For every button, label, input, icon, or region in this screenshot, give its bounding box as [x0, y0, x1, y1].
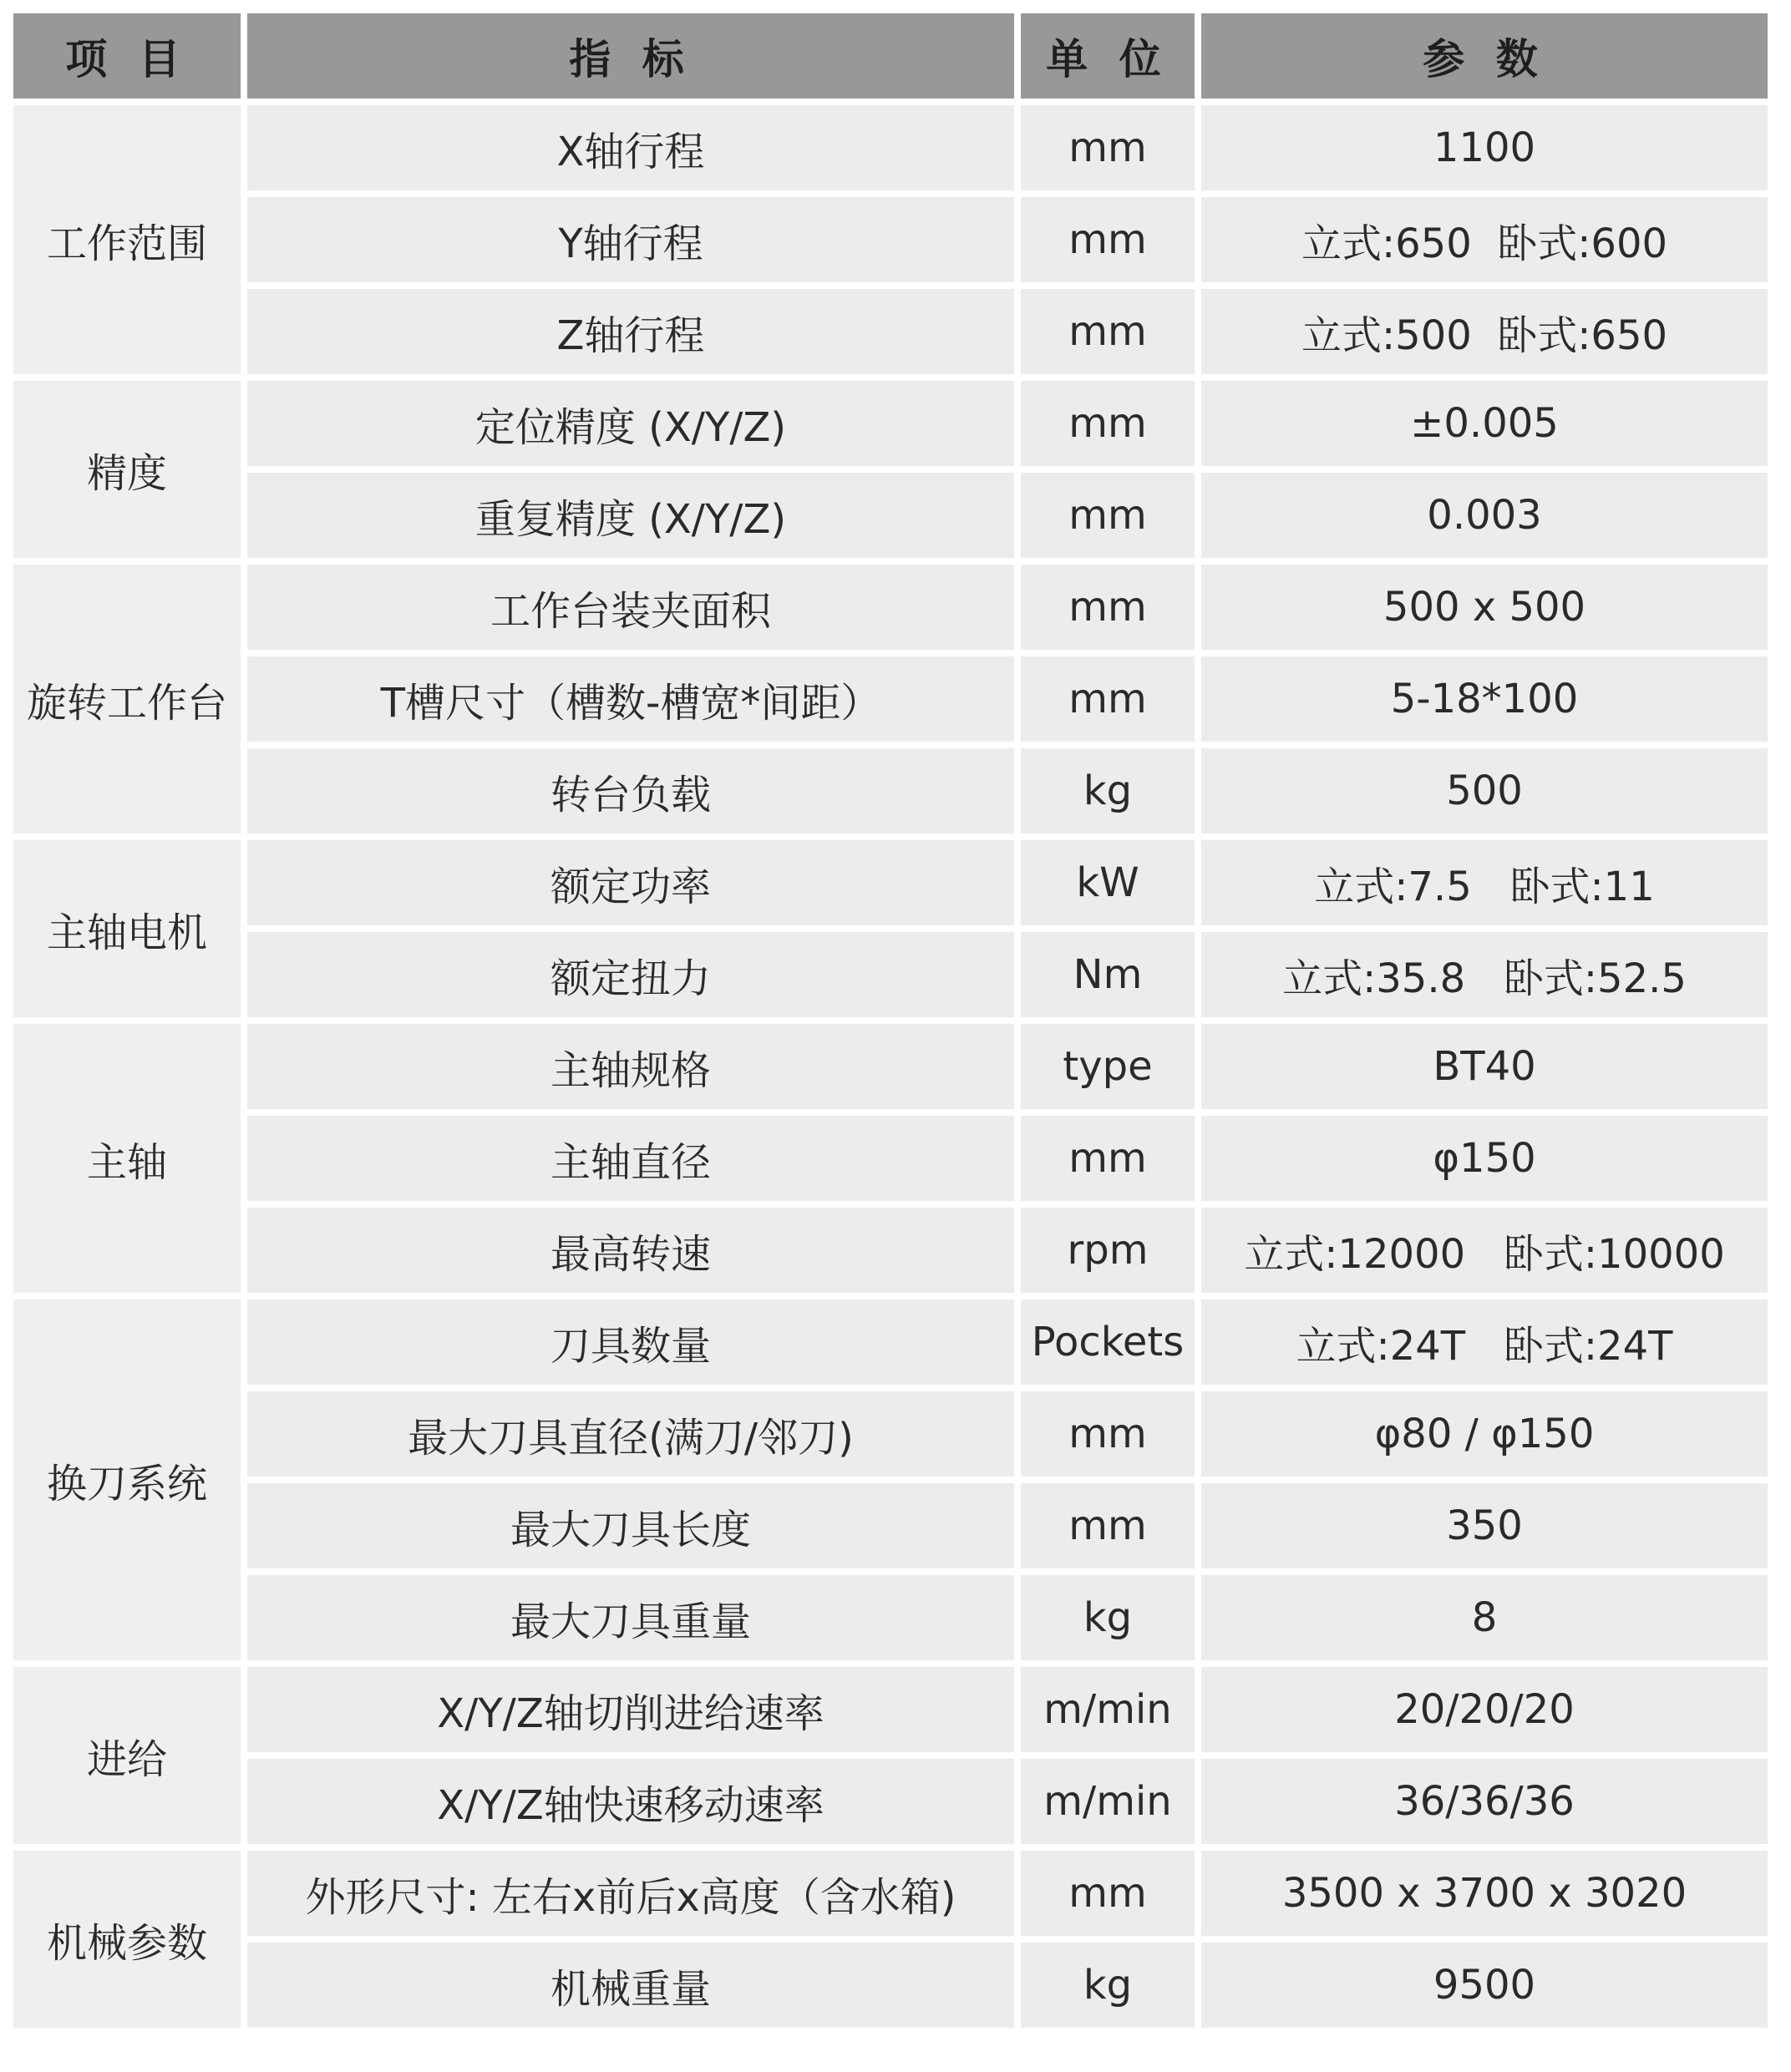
table-row [13, 932, 1768, 1017]
value-cell: ±0.005 [1201, 381, 1768, 466]
unit-cell: kW [1021, 840, 1195, 925]
indicator-cell: 工作台装夹面积 [247, 565, 1014, 650]
unit-cell: mm [1021, 289, 1195, 374]
value-cell: 立式:12000 卧式:10000 [1201, 1208, 1768, 1293]
indicator-cell: 转台负载 [247, 748, 1014, 833]
indicator-cell: Y轴行程 [247, 197, 1014, 282]
unit-cell: m/min [1021, 1759, 1195, 1844]
value-cell: 500 [1201, 748, 1768, 833]
unit-cell: mm [1021, 1116, 1195, 1201]
table-row [13, 1575, 1768, 1660]
value-cell: 20/20/20 [1201, 1667, 1768, 1752]
indicator-cell: 额定功率 [247, 840, 1014, 925]
unit-cell: Nm [1021, 932, 1195, 1017]
value-cell: 0.003 [1201, 473, 1768, 558]
table-row [13, 565, 1768, 650]
indicator-cell: X轴行程 [247, 105, 1014, 190]
unit-cell: mm [1021, 381, 1195, 466]
unit-cell: mm [1021, 656, 1195, 742]
unit-cell: m/min [1021, 1667, 1195, 1752]
value-cell: φ80 / φ150 [1201, 1391, 1768, 1477]
unit-cell: mm [1021, 1483, 1195, 1568]
table-row [13, 105, 1768, 190]
category-cell: 进给 [13, 1667, 241, 1844]
indicator-cell: 外形尺寸: 左右x前后x高度（含水箱) [247, 1851, 1014, 1936]
value-cell: 3500 x 3700 x 3020 [1201, 1851, 1768, 1936]
unit-cell: mm [1021, 197, 1195, 282]
unit-cell: mm [1021, 1391, 1195, 1477]
value-cell: 立式:7.5 卧式:11 [1201, 840, 1768, 925]
value-cell: 36/36/36 [1201, 1759, 1768, 1844]
value-cell: φ150 [1201, 1116, 1768, 1201]
table-row [13, 1208, 1768, 1293]
value-cell: 立式:35.8 卧式:52.5 [1201, 932, 1768, 1017]
value-cell: 5-18*100 [1201, 656, 1768, 742]
value-cell: 立式:24T 卧式:24T [1201, 1299, 1768, 1385]
indicator-cell: 主轴直径 [247, 1116, 1014, 1201]
table-row [13, 289, 1768, 374]
value-cell: 立式:500 卧式:650 [1201, 289, 1768, 374]
value-cell: 8 [1201, 1575, 1768, 1660]
value-cell: 500 x 500 [1201, 565, 1768, 650]
unit-cell: kg [1021, 1575, 1195, 1660]
value-cell: 立式:650 卧式:600 [1201, 197, 1768, 282]
unit-cell: mm [1021, 565, 1195, 650]
indicator-cell: 刀具数量 [247, 1299, 1014, 1385]
value-cell: BT40 [1201, 1024, 1768, 1109]
category-cell: 主轴电机 [13, 840, 241, 1017]
header-category: 项 目 [13, 13, 241, 99]
table-row [13, 1024, 1768, 1109]
indicator-cell: 额定扭力 [247, 932, 1014, 1017]
category-cell: 换刀系统 [13, 1299, 241, 1660]
header-row [13, 13, 1768, 99]
indicator-cell: X/Y/Z轴快速移动速率 [247, 1759, 1014, 1844]
indicator-cell: 主轴规格 [247, 1024, 1014, 1109]
table-row [13, 1851, 1768, 1936]
value-cell: 1100 [1201, 105, 1768, 190]
value-cell: 350 [1201, 1483, 1768, 1568]
table-row [13, 1943, 1768, 2028]
indicator-cell: 机械重量 [247, 1943, 1014, 2028]
indicator-cell: 重复精度 (X/Y/Z) [247, 473, 1014, 558]
category-cell: 机械参数 [13, 1851, 241, 2028]
indicator-cell: 定位精度 (X/Y/Z) [247, 381, 1014, 466]
unit-cell: Pockets [1021, 1299, 1195, 1385]
category-cell: 旋转工作台 [13, 565, 241, 833]
category-cell: 精度 [13, 381, 241, 558]
table-row [13, 1391, 1768, 1477]
spec-table [7, 7, 1774, 2034]
category-cell: 工作范围 [13, 105, 241, 374]
table-row [13, 1299, 1768, 1385]
unit-cell: mm [1021, 473, 1195, 558]
table-row [13, 1116, 1768, 1201]
table-row [13, 840, 1768, 925]
header-value: 参 数 [1201, 13, 1768, 99]
header-indicator: 指 标 [247, 13, 1014, 99]
table-row [13, 748, 1768, 833]
table-row [13, 1759, 1768, 1844]
indicator-cell: Z轴行程 [247, 289, 1014, 374]
unit-cell: kg [1021, 1943, 1195, 2028]
unit-cell: mm [1021, 105, 1195, 190]
unit-cell: type [1021, 1024, 1195, 1109]
indicator-cell: 最高转速 [247, 1208, 1014, 1293]
unit-cell: kg [1021, 748, 1195, 833]
indicator-cell: T槽尺寸（槽数-槽宽*间距） [247, 656, 1014, 742]
table-row [13, 1667, 1768, 1752]
indicator-cell: X/Y/Z轴切削进给速率 [247, 1667, 1014, 1752]
indicator-cell: 最大刀具重量 [247, 1575, 1014, 1660]
header-unit: 单 位 [1021, 13, 1195, 99]
table-row [13, 656, 1768, 742]
unit-cell: rpm [1021, 1208, 1195, 1293]
category-cell: 主轴 [13, 1024, 241, 1293]
table-row [13, 473, 1768, 558]
indicator-cell: 最大刀具直径(满刀/邻刀) [247, 1391, 1014, 1477]
table-row [13, 1483, 1768, 1568]
indicator-cell: 最大刀具长度 [247, 1483, 1014, 1568]
unit-cell: mm [1021, 1851, 1195, 1936]
table-row [13, 381, 1768, 466]
spec-body [13, 105, 1768, 2028]
table-row [13, 197, 1768, 282]
value-cell: 9500 [1201, 1943, 1768, 2028]
